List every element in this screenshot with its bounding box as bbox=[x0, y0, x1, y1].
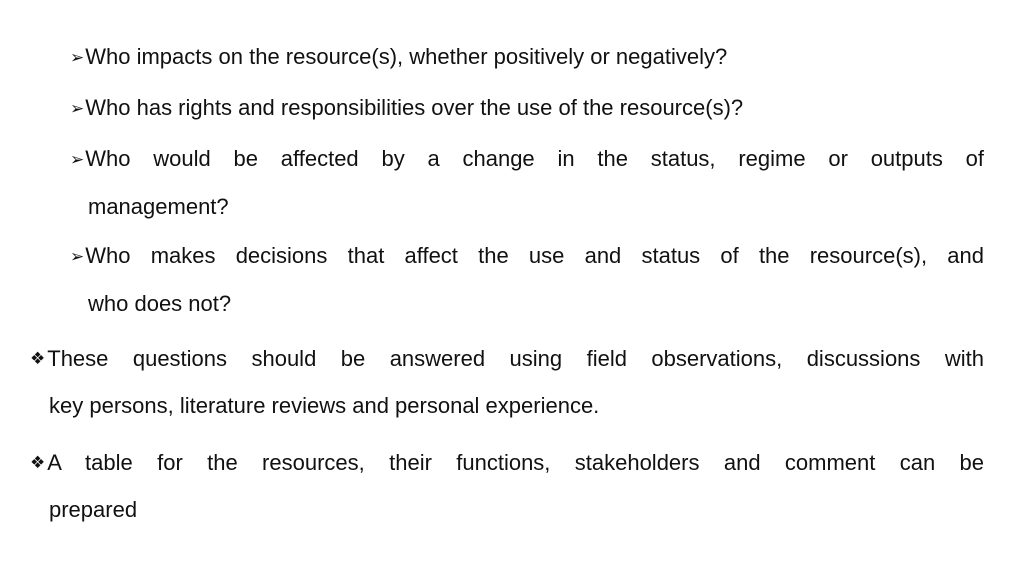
sub-bullet-text: Who has rights and responsibilities over the use of the resource(s)? bbox=[85, 95, 744, 120]
main-bullet-continuation: prepared bbox=[49, 497, 138, 522]
main-bullet-item bbox=[30, 439, 984, 533]
arrow-bullet-icon: ➢ bbox=[70, 48, 85, 67]
diamond-bullet-icon: ❖ bbox=[30, 349, 46, 368]
sub-bullet-item bbox=[70, 232, 984, 327]
sub-bullet-item bbox=[70, 84, 984, 132]
sub-bullet-text: Who impacts on the resource(s), whether positively or negatively? bbox=[85, 44, 728, 69]
main-bullet-text: These questions should be answered using field observations, discussions with bbox=[47, 346, 984, 371]
main-bullet-text: A table for the resources, their functions, stakeholders and comment can be bbox=[47, 450, 984, 475]
sub-bullet-continuation: management? bbox=[88, 194, 229, 219]
main-bullet-item bbox=[30, 335, 984, 429]
main-bullet-continuation: key persons, literature reviews and personal experience. bbox=[49, 393, 600, 418]
sub-bullet-text: Who would be affected by a change in the status, regime or outputs of bbox=[85, 146, 984, 171]
arrow-bullet-icon: ➢ bbox=[70, 247, 85, 266]
sub-bullet-item bbox=[70, 135, 984, 230]
sub-bullet-text: Who makes decisions that affect the use and status of the resource(s), and bbox=[85, 243, 984, 268]
sub-bullet-continuation: who does not? bbox=[88, 291, 232, 316]
arrow-bullet-icon: ➢ bbox=[70, 150, 85, 169]
diamond-bullet-icon: ❖ bbox=[30, 453, 46, 472]
sub-bullet-item bbox=[70, 33, 984, 81]
arrow-bullet-icon: ➢ bbox=[70, 99, 85, 118]
